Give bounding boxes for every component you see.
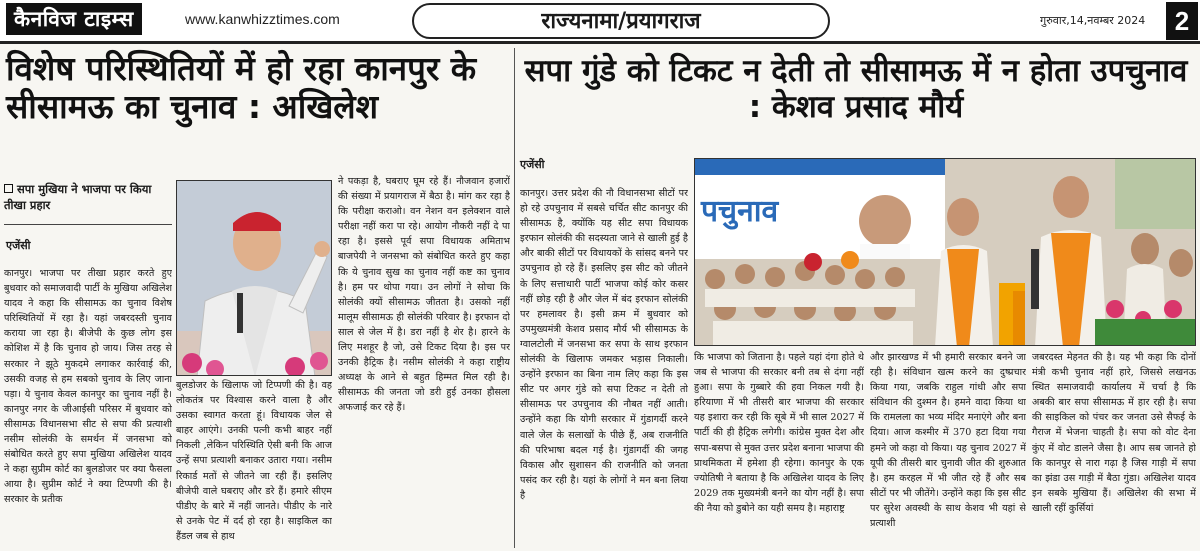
left-column-2: बुलडोजर के खिलाफ जो टिप्पणी की है। वह लोकतंत्र पर विश्वास करने वाला है और उसका स्वागत करता हूं। विधायक जेल से बाहर आएंगे। उनकी पत्नी कभी बाहर नहीं निकली ,लेकिन परिस्थिति ऐसी बनी कि आज उन्हें सपा प्रत्याशी बनाकर उतारा गया। नसीम रिकार्ड मतों से जीतने जा रही हैं। इसलिए बीजेपी वाले घबराए और डरे हैं। हमारे सीएम पीडीए के बारे में नहीं जानते। पीडीए के नारे से उनके पेट में दर्द हो रहा है। साइकिल का हैंडल जब से हाथ — [176, 380, 332, 542]
issue-date: गुरुवार,14,नवम्बर 2024 — [1040, 14, 1146, 27]
rally-stage-art — [695, 159, 1196, 346]
left-byline: एजेंसी — [6, 239, 31, 252]
left-column-3-text: ने पकड़ा है, घबराए घूम रहे हैं। नौजवान हजारों की संख्या में प्रयागराज में बैठा है। मांग कर रहा है कि परीक्षा कराओ। वन नेशन वन इलेक्शन वाले परीक्षा नहीं करा पा रहे। आयोग नौकरी नहीं दे पा रहा है। इससे पूर्व सपा विधायक अमिताभ बाजपेयी ने जनसभा को संबोधित करते हुए कहा कि ये चुनाव सुख का चुनाव नहीं कष्ट का चुनाव है। हम पर थोपा गया। उन लोगों ने सोचा कि सोलंकी क्यों सीसामऊ जीतता है। उसको नहीं मालूम सीसामऊ ही सोलंकी परिवार है। इरफान दो साल से जेल में है। डरा नहीं है शेर है। हारने के लिए मशहूर है जो, उसे टिकट दिया है। इस पर उनकी हैट्रिक है। नसीम सोलंकी ने कहा राष्ट्रीय अध्यक्ष के आने से बहुत हिम्मत मिल रही है। सीसामऊ की जनता जो डरी हुई उनका हौसला अफजाई कर रहे हैं। — [338, 176, 510, 414]
masthead — [0, 0, 1200, 44]
section-title: राज्यनामा/प्रयागराज — [412, 3, 830, 39]
square-bullet-icon — [4, 184, 13, 193]
right-column-2: कि भाजपा को जिताना है। पहले यहां दंगा होते थे जब से भाजपा की सरकार बनी तब से दंगा नहीं हुआ। सपा के गुब्बारे की हवा निकल गयी है। हरियाणा में भी तीसरी बार भाजपा की सरकार यह इशारा कर रही कि सूबे में भी साल 2027 में पार्टी की ही हैट्रिक लगेगी। कांग्रेस मुक्त देश और सपा-बसपा से मुक्त उत्तर प्रदेश बनाना भाजपा की प्राथमिकता में हमेशा ही रहेगा। कानपुर के एक ज्योतिषी ने बताया है कि अखिलेश यादव के लिए 2029 तक मुख्यमंत्री बनने का योग नहीं है। सपा की नैया को डुबोने का यही समय है। महाराष्ट्र — [694, 352, 864, 514]
right-column-3: और झारखण्ड में भी हमारी सरकार बनने जा रही है। संविधान खत्म करने का दुष्प्रचार किया गया, जबकि राहुल गांधी और सपा संविधान की दुश्मन है। हमने वादा किया था कि रामलला का भव्य मंदिर मनाएंगे और बना दिया। आज कश्मीर में 370 हटा दिया गया हमने जो कहा वो किया। यह चुनाव 2027 में यूपी की तीसरी बार चुनावी जीत की शुरुआत है। हम करहल में भी जीत रहे हैं और सब सीटों पर भी जीतेंगे। उन्होंने कहा कि इस सीट पर सुरेश अवस्थी के साथ केशव भी यहां से प्रत्याशी — [870, 352, 1026, 530]
right-byline: एजेंसी — [520, 158, 545, 171]
website-url[interactable]: www.kanwhizztimes.com — [185, 11, 340, 27]
newspaper-logo: कैनविज टाइम्स — [6, 3, 142, 35]
right-headline: सपा गुंडे को टिकट न देती तो सीसामऊ में न होता उपचुनाव : केशव प्रसाद मौर्य — [524, 53, 1188, 125]
kicker-divider — [4, 224, 172, 225]
rally-stage-photo — [694, 158, 1196, 346]
story-divider — [514, 48, 515, 548]
left-column-3 — [338, 174, 510, 550]
page-number: 2 — [1166, 2, 1198, 40]
left-kicker-text: सपा मुखिया ने भाजपा पर किया तीखा प्रहार — [4, 182, 152, 212]
right-column-1: कानपुर। उत्तर प्रदेश की नौ विधानसभा सीटों पर हो रहे उपचुनाव में सबसे चर्चित सीट कानपुर की सीसामऊ है, क्योंकि यह सीट सपा विधायक इरफान सोलंकी की सदस्यता जाने से खाली हुई है और बाकी सीटों पर विधायकों के सांसद बनने पर उपचुनाव हो रहे हैं। इसलिए इस सीट को जीतने के लिए सत्ताधारी पार्टी भाजपा कोई कोर कसर नहीं छोड़ रही है और जेल में बंद इरफान सोलंकी पर हमलावर है। इसी क्रम में बुधवार को उपमुख्यमंत्री केशव प्रसाद मौर्य भी सीसामऊ के ग्वालटोली में जनसभा कर सपा के साथ इरफान सोलंकी के खिलाफ जमकर भड़ास निकाली। उन्होंने इरफान का बिना नाम लिए कहा कि इस सीट पर अगर गुंडे को सपा टिकट न देती तो सीसामऊ पर उपचुनाव की नौबत नहीं आती। उन्होंने कहा कि योगी सरकार में गुंडागर्दी करने वाले जेल के सलाखों के पीछे हैं, अब राजनीति की परिभाषा बदल गई है। गुंडागर्दी की जगह विकास और सुशासन की राजनीति को जनता पसंद कर रही है। यहां के लोगों ने मन बना लिया है — [520, 188, 688, 501]
banner-text: पचुनाव — [701, 194, 779, 229]
left-column-1: कानपुर। भाजपा पर तीखा प्रहार करते हुए बुधवार को समाजवादी पार्टी के मुखिया अखिलेश यादव ने कहा कि सीसामऊ का चुनाव विशेष परिस्थितियों में रहा है। यहां जबरदस्ती चुनाव कराया जा रहा है। बीजेपी के कुछ लोग इस कोशिश में है कि चुनाव हो जाय। जिस तरह से सरकार ने झूठे मुकदमे लगाकर कार्रवाई की, उसकी वजह से हम सबको चुनाव के लिए जाना पड़ा। ये चुनाव केवल कानपुर का चुनाव नहीं है। कानपुर नगर के जीआईसी परिसर में बुधवार को सीसामऊ विधानसभा सीट से सपा की प्रत्याशी नसीम सोलंकी के समर्थन में जनसभा को संबोधित करते हुए सपा मुखिया अखिलेश यादव ने कहा सुप्रीम कोर्ट का बुलडोजर पर क्या फैसला आया है। सुप्रीम कोर्ट ने क्या टिप्पणी की है। सरकार के प्रतीक — [4, 268, 172, 506]
akhilesh-photo — [176, 180, 332, 376]
akhilesh-photo-art — [177, 181, 332, 376]
left-headline: विशेष परिस्थितियों में हो रहा कानपुर के सीसामऊ का चुनाव : अखिलेश — [6, 49, 477, 127]
right-column-4: जबरदस्त मेहनत की है। यह भी कहा कि दोनों मंत्री कभी चुनाव नहीं हारे, जिससे लखनऊ स्थित समाजवादी कार्यालय में चर्चा है कि अबकी बार सपा सीसामऊ में हार रही है। सपा की साइकिल को पंचर कर जनता उसे सैफई के गैराज में भेजना चाहती है। सपा को वोट देना कुंए में वोट डालने जैसा है। आप सब जानते हो कि कानपुर से नारा गढ़ा है जिस गाड़ी में सपा का झंडा उस गाड़ी में बैठा गुंडा। अखिलेश यादव इन सबके मुखिया हैं। अखिलेश की सभा में खाली रहीं कुर्सियां — [1032, 352, 1196, 514]
left-kicker — [4, 182, 172, 213]
